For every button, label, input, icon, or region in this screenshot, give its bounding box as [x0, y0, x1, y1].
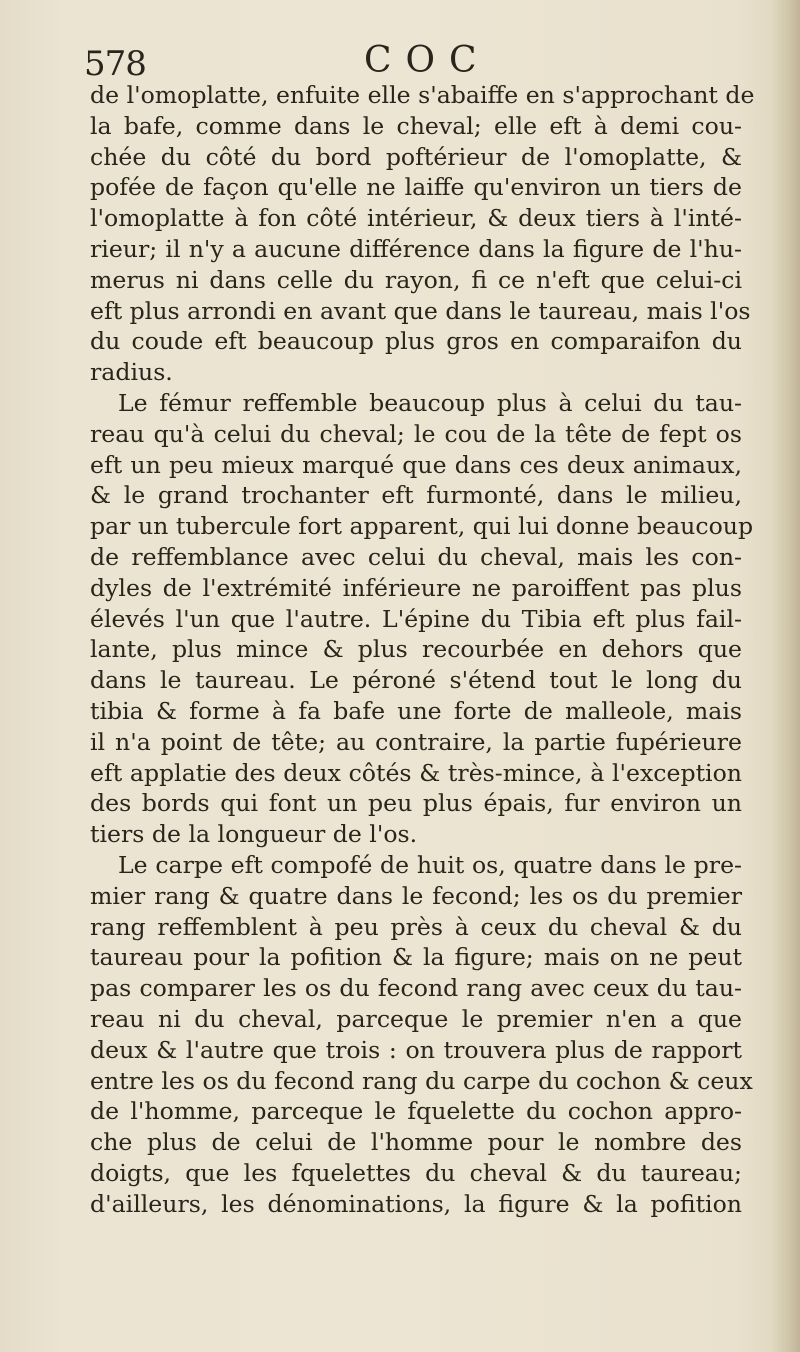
text-line: tibia & forme à fa bafe une forte de malleole, mais [90, 696, 742, 725]
text-line: de l'homme, parceque le fquelette du cochon appro- [90, 1097, 742, 1126]
text-line: pofée de façon qu'elle ne laiffe qu'environ un tiers de [90, 173, 742, 202]
text-line: par un tubercule fort apparent, qui lui donne beaucoup [90, 512, 754, 541]
text-line: reau qu'à celui du cheval; le cou de la tête de fept os [90, 419, 742, 448]
text-line: dans le taureau. Le péroné s'étend tout le long du [90, 666, 742, 695]
body-text [90, 80, 755, 1219]
page-number: 578 [84, 44, 146, 84]
text-line: élevés l'un que l'autre. L'épine du Tibia eft plus fail- [90, 604, 742, 633]
text-line: de l'omoplatte, enfuite elle s'abaiffe en s'approchant de [90, 81, 755, 109]
text-line: de reffemblance avec celui du cheval, mais les con- [90, 542, 742, 571]
text-line: doigts, que les fquelettes du cheval & du taureau; [90, 1158, 742, 1187]
text-line: l'omoplatte à fon côté intérieur, & deux tiers à l'inté- [90, 204, 742, 233]
text-line: taureau pour la pofition & la figure; mais on ne peut [90, 943, 742, 972]
text-line: des bords qui font un peu plus épais, fur environ un [90, 789, 742, 818]
text-line: dyles de l'extrémité inférieure ne paroiffent pas plus [90, 573, 742, 602]
text-line: tiers de la longueur de l'os. [90, 820, 418, 849]
text-line: radius. [90, 358, 173, 387]
text-line: d'ailleurs, les dénominations, la figure & la pofition [90, 1189, 742, 1218]
text-line: rang reffemblent à peu près à ceux du cheval & du [90, 912, 742, 941]
text-line: eft un peu mieux marqué que dans ces deux animaux, [90, 450, 742, 479]
text-line: la bafe, comme dans le cheval; elle eft à demi cou- [90, 111, 742, 140]
text-line: mier rang & quatre dans le fecond; les os du premier [90, 881, 742, 910]
text-line: che plus de celui de l'homme pour le nombre des [90, 1128, 742, 1157]
text-line: Le carpe eft compofé de huit os, quatre dans le pre- [118, 850, 742, 879]
text-line: eft applatie des deux côtés & très-mince, à l'exception [90, 758, 742, 787]
text-line: pas comparer les os du fecond rang avec ceux du tau- [90, 974, 742, 1003]
page-edge-shadow [772, 0, 800, 1352]
text-line: lante, plus mince & plus recourbée en dehors que [90, 635, 742, 664]
text-line: & le grand trochanter eft furmonté, dans le milieu, [90, 481, 742, 510]
running-head: COC [364, 40, 491, 81]
text-line: chée du côté du bord poftérieur de l'omoplatte, & [90, 142, 742, 171]
text-line: rieur; il n'y a aucune différence dans la figure de l'hu- [90, 234, 742, 263]
text-line: du coude eft beaucoup plus gros en comparaifon du [90, 327, 742, 356]
text-line: il n'a point de tête; au contraire, la partie fupérieure [90, 727, 742, 756]
text-line: merus ni dans celle du rayon, fi ce n'eft que celui-ci [90, 265, 742, 294]
text-line: Le fémur reffemble beaucoup plus à celui du tau- [118, 388, 742, 417]
text-line: reau ni du cheval, parceque le premier n'en a que [90, 1004, 742, 1033]
text-line: deux & l'autre que trois : on trouvera plus de rapport [90, 1035, 742, 1064]
text-line: eft plus arrondi en avant que dans le taureau, mais l'os [90, 296, 751, 325]
text-line: entre les os du fecond rang du carpe du cochon & ceux [90, 1066, 753, 1095]
